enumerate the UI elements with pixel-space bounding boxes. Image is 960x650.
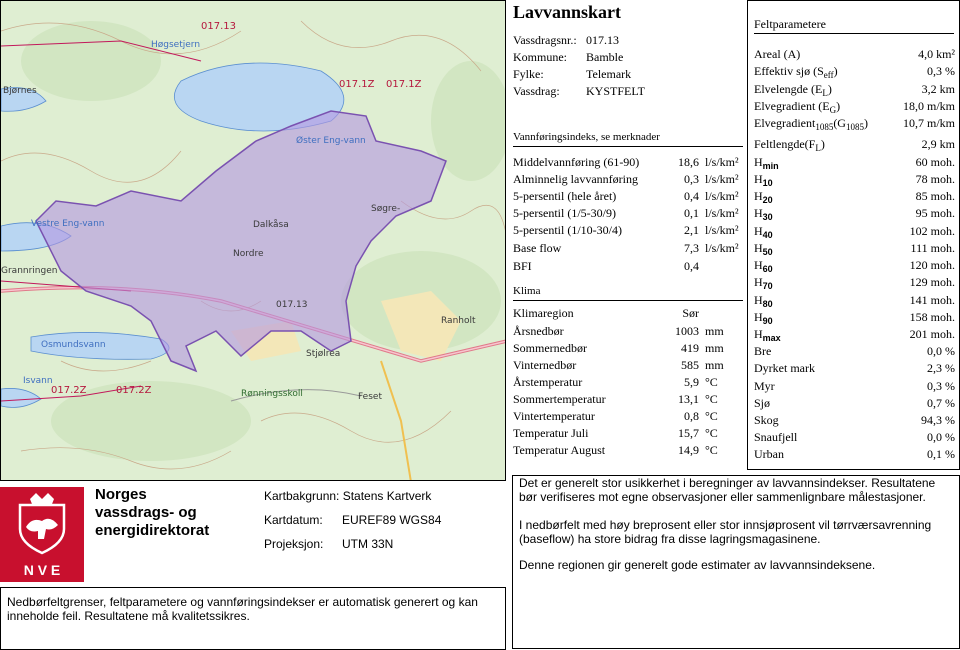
map-label-stjolrea: Stjølrea [306, 349, 341, 359]
map-label-region-0172z-b: 017.2Z [116, 385, 152, 396]
climate-row [513, 340, 743, 357]
param-value: 0,0 % [927, 430, 955, 444]
climate-unit: mm [705, 358, 724, 372]
map-label-grannringen: Grannringen [1, 266, 58, 276]
map-label-region-0172z-a: 017.2Z [51, 385, 87, 396]
index-value: 7,3 [684, 241, 699, 255]
param-row [754, 46, 957, 63]
climate-row [513, 305, 743, 322]
param-label: Bre [754, 344, 772, 358]
note-paragraph: Det er generelt stor usikkerhet i beregninger av lavvannsindekser. Resultatene bør verifiseres mot egne observasjoner eller sammenlignbare målestasjoner. [519, 476, 936, 504]
map-label-isvann: Isvann [23, 376, 53, 386]
map-projection-value: UTM 33N [342, 537, 394, 551]
indices-section-title: Vannføringsindeks, se merknader [513, 130, 743, 147]
param-row [754, 395, 957, 412]
param-value: 158 moh. [909, 310, 955, 324]
param-value: 120 moh. [909, 258, 955, 272]
climate-label: Vinternedbør [513, 358, 577, 372]
index-row [513, 258, 743, 275]
org-name-line2: vassdrags- og [95, 504, 197, 521]
param-value: 0,1 % [927, 447, 955, 461]
index-row [513, 188, 743, 205]
param-value: 10,7 m/km [902, 116, 955, 130]
climate-value: Sør [682, 306, 699, 320]
param-row [754, 257, 957, 274]
disclaimer-box [0, 587, 506, 650]
climate-unit: mm [705, 324, 724, 338]
index-row [513, 171, 743, 188]
param-row [754, 326, 957, 343]
param-label: $H_{80}$ [754, 293, 773, 309]
map-label-hogsetjern: Høgsetjern [151, 40, 201, 50]
map-label-ranholt: Ranholt [441, 316, 476, 326]
param-row [754, 115, 957, 132]
param-row [754, 154, 957, 171]
param-row [754, 205, 957, 222]
org-name [95, 486, 209, 540]
org-name-line3: energidirektorat [95, 522, 210, 539]
climate-label: Årsnedbør [513, 324, 564, 338]
index-label: 5-persentil (1/10-30/4) [513, 223, 622, 237]
climate-label: Temperatur Juli [513, 426, 589, 440]
climate-row [513, 425, 743, 442]
param-value: 111 moh. [910, 241, 955, 255]
climate-label: Vintertemperatur [513, 409, 595, 423]
param-label: Skog [754, 413, 779, 427]
index-row [513, 222, 743, 239]
param-row [754, 274, 957, 291]
param-label: $H_{30}$ [754, 206, 773, 222]
info-key: Vassdrag: [513, 84, 560, 98]
logo-letters: N V E [23, 562, 61, 578]
param-value: 0,7 % [927, 396, 955, 410]
param-row [754, 98, 957, 115]
param-label: $H_{20}$ [754, 189, 773, 205]
param-value: 4,0 km² [918, 47, 955, 61]
climate-value: 419 [681, 341, 699, 355]
param-value: 94,3 % [921, 413, 955, 427]
map-label-region-01713: 017.13 [276, 300, 308, 310]
map-datum-label: Kartdatum: [264, 513, 323, 527]
param-row [754, 292, 957, 309]
param-label: $H_{40}$ [754, 224, 773, 240]
param-value: 2,3 % [927, 361, 955, 375]
map-label-vestre: Vestre Eng-vann [31, 219, 105, 229]
climate-unit: °C [705, 443, 718, 457]
note-paragraph: I nedbørfelt med høy breprosent eller stor innsjøprosent vil tørrværsavrenning (baseflow) ha store bidrag fra disse lagringsmagasinene. [519, 518, 932, 546]
climate-row [513, 408, 743, 425]
map-label-osmundsvann: Osmundsvann [41, 340, 106, 350]
param-row [754, 188, 957, 205]
param-label: $H_{max}$ [754, 327, 781, 343]
param-value: 3,2 km [921, 82, 955, 96]
param-label: Areal (A) [754, 47, 801, 61]
map-background-label: Kartbakgrunn: Statens Kartverk [264, 489, 432, 503]
param-value: 95 moh. [915, 206, 955, 220]
note-paragraph: Denne regionen gir generelt gode estimater av lavvannsindeksene. [519, 558, 876, 572]
index-value: 18,6 [678, 155, 699, 169]
index-value: 0,1 [684, 206, 699, 220]
param-row [754, 223, 957, 240]
climate-value: 585 [681, 358, 699, 372]
climate-row [513, 391, 743, 408]
climate-label: Sommernedbør [513, 341, 587, 355]
info-key: Fylke: [513, 67, 544, 81]
climate-value: 15,7 [678, 426, 699, 440]
disclaimer-text: Nedbørfeltgrenser, feltparametere og vannføringsindekser er automatisk generert og kan inneholde feil. Resultatene må kvalitetssikres. [7, 595, 478, 623]
climate-unit: °C [705, 409, 718, 423]
climate-row [513, 357, 743, 374]
param-label: Elvelengde $(E_L)$ [754, 82, 832, 98]
param-row [754, 412, 957, 429]
param-row [754, 240, 957, 257]
map-label-feset: Feset [358, 392, 382, 402]
info-value: Telemark [586, 67, 632, 81]
index-label: Middelvannføring (61-90) [513, 155, 640, 169]
param-value: 78 moh. [915, 172, 955, 186]
param-row [754, 63, 957, 80]
param-label: Dyrket mark [754, 361, 815, 375]
org-name-line1: Norges [95, 486, 147, 503]
climate-unit: °C [705, 375, 718, 389]
info-key: Vassdragsnr.: [513, 33, 577, 47]
index-label: BFI [513, 259, 532, 273]
param-value: 0,0 % [927, 344, 955, 358]
param-label: $H_{90}$ [754, 310, 773, 326]
station-info-panel [513, 0, 743, 470]
param-value: 60 moh. [915, 155, 955, 169]
index-label: Alminnelig lavvannføring [513, 172, 638, 186]
param-row [754, 171, 957, 188]
param-value: 85 moh. [915, 189, 955, 203]
index-label: 5-persentil (hele året) [513, 189, 617, 203]
index-value: 0,3 [684, 172, 699, 186]
climate-label: Temperatur August [513, 443, 606, 457]
param-row [754, 360, 957, 377]
climate-label: Sommertemperatur [513, 392, 606, 406]
param-label: Snaufjell [754, 430, 798, 444]
climate-value: 0,8 [684, 409, 699, 423]
climate-unit: °C [705, 392, 718, 406]
param-value: 0,3 % [927, 379, 955, 393]
index-row [513, 240, 743, 257]
param-label: Effektiv sjø $(S_{eff})$ [754, 64, 838, 80]
params-section-title: Feltparametere [754, 17, 954, 34]
index-unit: l/s/km² [705, 172, 739, 186]
param-label: $H_{60}$ [754, 258, 773, 274]
param-value: 2,9 km [921, 137, 955, 151]
climate-unit: mm [705, 341, 724, 355]
index-unit: l/s/km² [705, 155, 739, 169]
climate-label: Klimaregion [513, 306, 574, 320]
map-label-nordre: Nordre [233, 249, 264, 259]
index-unit: l/s/km² [705, 206, 739, 220]
map-label-oster: Øster Eng-vann [296, 136, 366, 146]
param-row [754, 81, 957, 98]
info-value: Bamble [586, 50, 624, 64]
climate-value: 14,9 [678, 443, 699, 457]
param-value: 102 moh. [909, 224, 955, 238]
info-value: KYSTFELT [586, 84, 645, 98]
map-label-sogre: Søgre- [371, 204, 401, 214]
param-label: $H_{10}$ [754, 172, 773, 188]
param-value: 141 moh. [909, 293, 955, 307]
index-unit: l/s/km² [705, 223, 739, 237]
param-value: 18,0 m/km [902, 99, 955, 113]
param-value: 201 moh. [909, 327, 955, 341]
index-value: 0,4 [684, 259, 699, 273]
index-value: 0,4 [684, 189, 699, 203]
map-label-region-0171z-b: 017.1Z [386, 79, 422, 90]
param-label: $Elvegradient_{1085}(G_{1085})$ [754, 116, 868, 132]
map-label-ronning: Rønningsskoll [241, 389, 303, 399]
climate-section-title: Klima [513, 284, 743, 301]
climate-value: 1003 [675, 324, 699, 338]
param-label: $H_{50}$ [754, 241, 773, 257]
map-label-bjornes: Bjørnes [3, 86, 37, 96]
param-label: $Feltlengde(F_L)$ [754, 137, 825, 153]
param-label: $H_{70}$ [754, 275, 773, 291]
climate-row [513, 323, 743, 340]
param-row [754, 309, 957, 326]
param-row [754, 378, 957, 395]
index-label: 5-persentil (1/5-30/9) [513, 206, 616, 220]
param-label: Elvegradient $(E_G)$ [754, 99, 841, 115]
index-row [513, 154, 743, 171]
info-value: 017.13 [586, 33, 619, 47]
param-label: Sjø [754, 396, 771, 410]
climate-label: Årstemperatur [513, 375, 583, 389]
map-datum-value: EUREF89 WGS84 [342, 513, 442, 527]
climate-unit: °C [705, 426, 718, 440]
climate-value: 13,1 [678, 392, 699, 406]
climate-value: 5,9 [684, 375, 699, 389]
map-projection-label: Projeksjon: [264, 537, 324, 551]
index-row [513, 205, 743, 222]
info-key: Kommune: [513, 50, 567, 64]
nve-logo [0, 487, 84, 582]
map-label-dalkasa: Dalkåsa [253, 220, 289, 230]
notes-box [512, 475, 960, 649]
param-value: 0,3 % [927, 64, 955, 78]
index-value: 2,1 [684, 223, 699, 237]
page-title: Lavvannskart [513, 2, 622, 22]
index-unit: l/s/km² [705, 189, 739, 203]
map-canvas [1, 1, 506, 481]
catchment-map[interactable] [0, 0, 506, 481]
param-row [754, 136, 957, 153]
param-label: $H_{min}$ [754, 155, 779, 171]
index-label: Base flow [513, 241, 562, 255]
param-row [754, 446, 957, 463]
param-label: Urban [754, 447, 784, 461]
param-row [754, 429, 957, 446]
param-value: 129 moh. [909, 275, 955, 289]
climate-row [513, 374, 743, 391]
param-label: Myr [754, 379, 775, 393]
map-label-region-01713-top: 017.13 [201, 21, 236, 32]
map-label-region-0171z-a: 017.1Z [339, 79, 375, 90]
climate-row [513, 442, 743, 459]
index-unit: l/s/km² [705, 241, 739, 255]
catchment-parameters-panel [747, 0, 960, 470]
param-row [754, 343, 957, 360]
